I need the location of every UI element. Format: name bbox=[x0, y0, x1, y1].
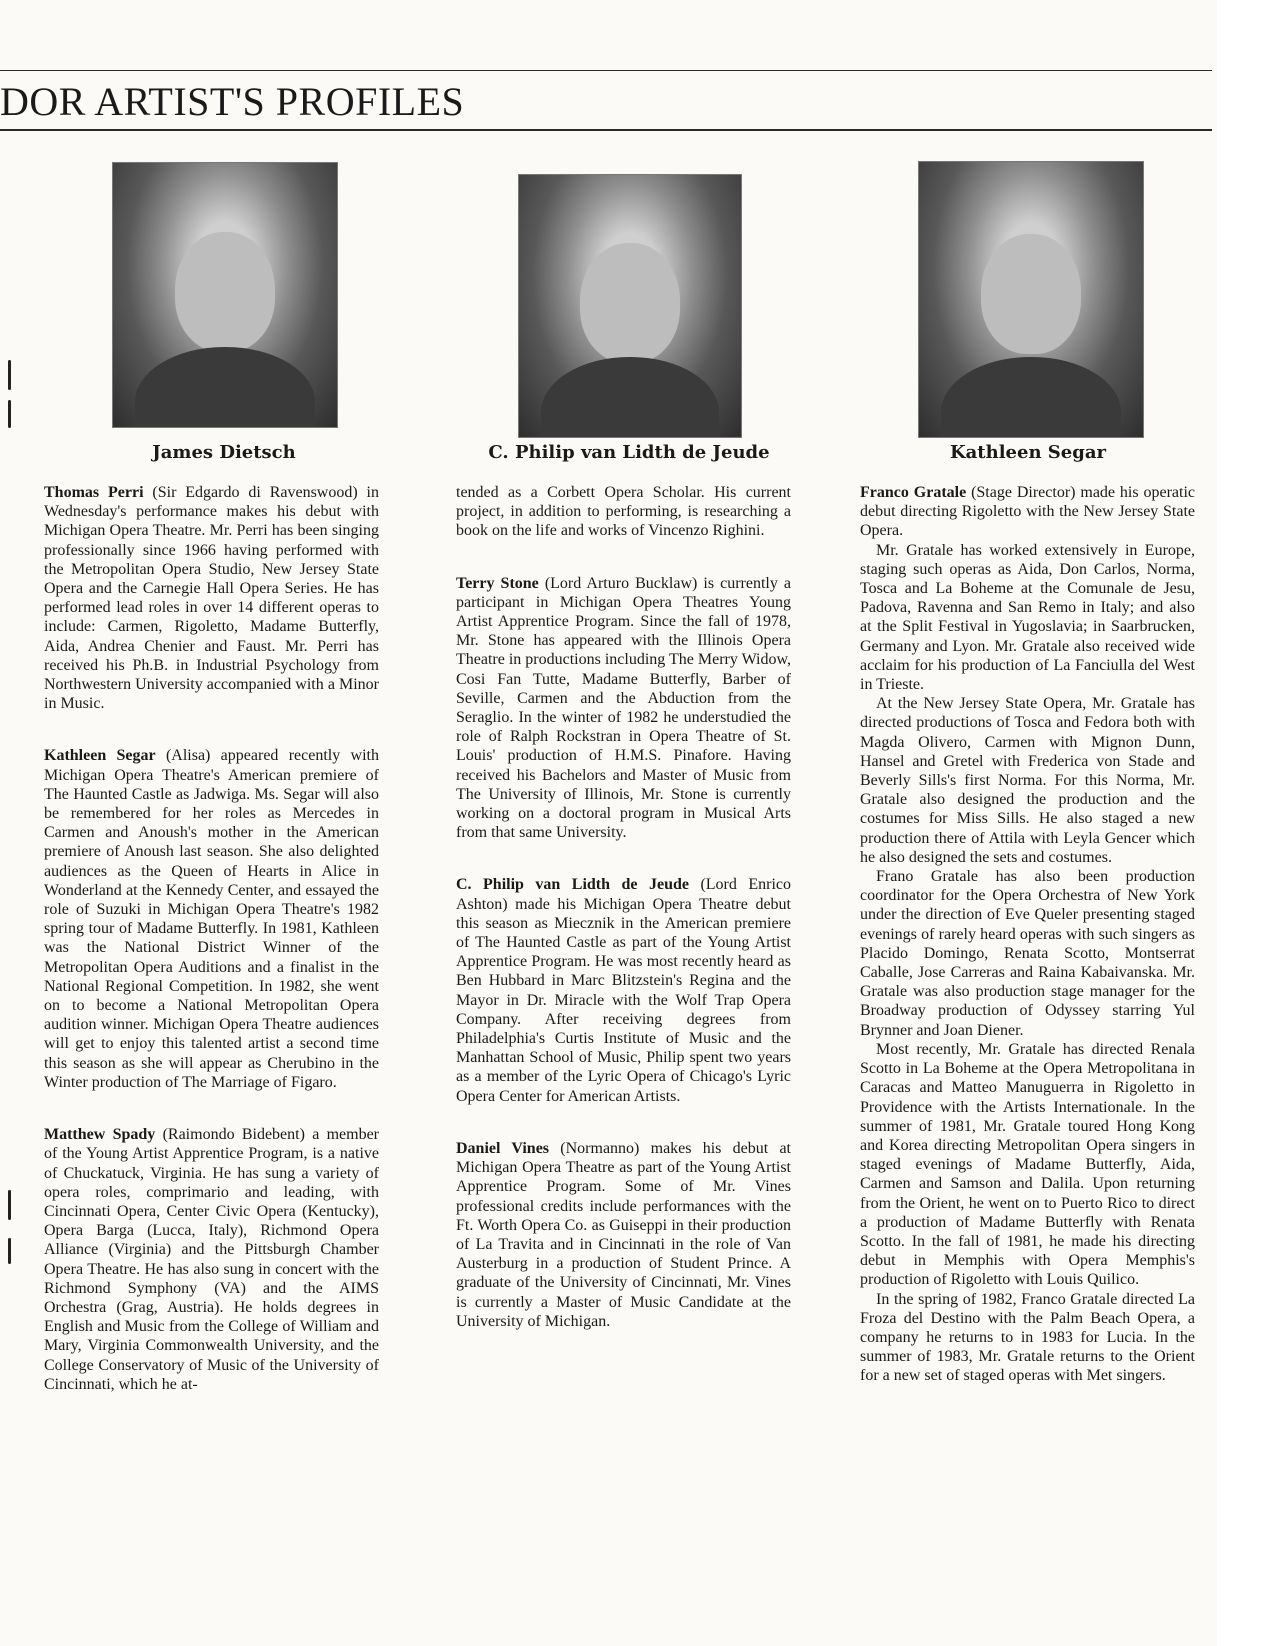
bio-paragraph: At the New Jersey State Opera, Mr. Gratale has directed productions of Tosca and Fedora both with Magda Olivero, Carmen with Mignon Dunn, Hansel and Gretel with Frederica von Stade and Beverly Sills's first Norma. For this Norma, Mr. Gratale also designed the production and the costumes for Miss Sills. He also staged a new production there of Attila with Leyla Gencer which he also designed the sets and costumes. bbox=[860, 695, 1195, 866]
portrait-photo-james-dietsch bbox=[112, 162, 338, 428]
bio-paragraph: Most recently, Mr. Gratale has directed Renala Scotto in La Boheme at the Opera Metropolitana in Caracas and Matteo Manuguerra in Rigoletto in Providence with the Artists Internationale. In the summer of 1981, Mr. Gratale toured Hong Kong and Korea directing Metropolitan Opera singers in staged evenings of Madame Butterfly, Aida, Carmen and Samson and Dalila. Upon returning from the Orient, he went on to Puerto Rico to direct a production of Madame Butterfly with Renata Scotto. In the fall of 1981, he made his directing debut in Memphis with Opera Memphis's production of Rigoletto with Louis Quilico. bbox=[860, 1040, 1195, 1289]
binding-mark bbox=[8, 360, 11, 390]
bio-paragraph: Terry Stone (Lord Arturo Bucklaw) is currently a participant in Michigan Opera Theatres Young Artist Apprentice Program. Since the fall of 1978, Mr. Stone has appeared with the Illinois Opera Theatre in productions including The Merry Widow, Cosi Fan Tutte, Madame Butterfly, Barber of Seville, Carmen and the Abduction from the Seraglio. In the winter of 1982 he understudied the role of Ralph Rockstran in Opera Theatre of St. Louis' production of H.M.S. Pinafore. Having received his Bachelors and Master of Music from The University of Illinois, Mr. Stone is currently working on a doctoral program in Musical Arts from that same University. bbox=[456, 574, 791, 842]
text-column-1 bbox=[44, 483, 379, 1427]
text-column-2 bbox=[456, 483, 791, 1364]
bio-paragraph: tended as a Corbett Opera Scholar. His current project, in addition to performing, is researching a book on the life and works of Vincenzo Righini. bbox=[456, 484, 791, 540]
bio-paragraph: Franco Gratale (Stage Director) made his operatic debut directing Rigoletto with the New Jersey State Opera. bbox=[860, 484, 1195, 540]
photo-caption: Kathleen Segar bbox=[950, 442, 1106, 463]
header-rule-bottom bbox=[0, 129, 1212, 131]
portrait-photo-philip-van-lidth bbox=[518, 174, 742, 438]
binding-mark bbox=[8, 1190, 11, 1220]
bio-paragraph: Mr. Gratale has worked extensively in Europe, staging such operas as Aida, Don Carlos, Norma, Tosca and La Boheme at the Comunale de Jesu, Padova, Ravenna and San Remo in Italy; and also at the Split Festival in Yugoslavia; in Saarbrucken, Germany and Lyon. Mr. Gratale also received wide acclaim for his production of La Fanciulla del West in Trieste. bbox=[860, 541, 1195, 694]
page-edge bbox=[1217, 0, 1267, 1646]
bio-paragraph: Kathleen Segar (Alisa) appeared recently with Michigan Opera Theatre's American premiere of The Haunted Castle as Jadwiga. Ms. Segar will also be remembered for her roles as Mercedes in Carmen and Anoush's mother in the American premiere of Anoush last season. She also delighted audiences as the Queen of Hearts in Alice in Wonderland at the Kennedy Center, and essayed the role of Suzuki in Michigan Opera Theatre's 1982 spring tour of Madame Butterfly. In 1981, Kathleen was the National District Winner of the Metropolitan Opera Auditions and a finalist in the National Regional Competition. In 1982, she went on to become a National Metropolitan Opera audition winner. Michigan Opera Theatre audiences will get to enjoy this talented artist a second time this season as she will appear as Cherubino in the Winter production of The Marriage of Figaro. bbox=[44, 747, 379, 1091]
bio-paragraph: Matthew Spady (Raimondo Bidebent) a member of the Young Artist Apprentice Program, is a native of Chuckatuck, Virginia. He has sung a variety of opera roles, comprimario and leading, with Cincinnati Opera, Center Civic Opera (Kentucky), Opera Barga (Lucca, Italy), Richmond Opera Alliance (Virginia) and the Pittsburgh Chamber Opera Theatre. He has also sung in concert with the Richmond Symphony (VA) and the AIMS Orchestra (Grag, Austria). He holds degrees in English and Music from the College of William and Mary, Virginia Commonwealth University, and the College Conservatory of Music of the University of Cincinnati, which he at- bbox=[44, 1126, 380, 1393]
photo-caption: James Dietsch bbox=[152, 442, 296, 463]
bio-paragraph: Frano Gratale has also been production coordinator for the Opera Orchestra of New York under the direction of Eve Queler presenting staged evenings of rarely heard operas with such singers as Placido Domingo, Renata Scotto, Montserrat Caballe, Jose Carreras and Raina Kabaivanska. Mr. Gratale was also production stage manager for the Broadway production of Odyssey starring Yul Brynner and Joan Diener. bbox=[860, 868, 1195, 1039]
text-column-3 bbox=[860, 483, 1195, 1386]
binding-mark bbox=[8, 1238, 11, 1264]
bio-paragraph: Thomas Perri (Sir Edgardo di Ravenswood) in Wednesday's performance makes his debut with Michigan Opera Theatre. Mr. Perri has been singing professionally since 1966 having performed with the Metropolitan Opera Studio, New Jersey State Opera and the Carnegie Hall Opera Series. He has performed lead roles in over 14 different operas to include: Carmen, Rigoletto, Madame Butterfly, Aida, Andrea Chenier and Faust. Mr. Perri has received his Ph.B. in Industrial Psychology from Northwestern University accompanied with a Minor in Music. bbox=[44, 484, 379, 713]
binding-mark bbox=[8, 400, 11, 428]
page-title: DOR ARTIST'S PROFILES bbox=[0, 79, 465, 124]
bio-paragraph: Daniel Vines (Normanno) makes his debut at Michigan Opera Theatre as part of the Young Artist Apprentice Program. Some of Mr. Vines professional credits include performances with the Ft. Worth Opera Co. as Guiseppi in their production of La Travita and in Cincinnati in the role of Van Austerburg in a production of Student Prince. A graduate of the University of Cincinnati, Mr. Vines is currently a Master of Music Candidate at the University of Michigan. bbox=[456, 1139, 791, 1330]
bio-paragraph: C. Philip van Lidth de Jeude (Lord Enrico Ashton) made his Michigan Opera Theatre debut this season as Miecznik in the American premiere of The Haunted Castle as part of the Young Artist Apprentice Program. He was most recently heard as Ben Hubbard in Marc Blitzstein's Regina and the Mayor in Dr. Miracle with the Wolf Trap Opera Company. After receiving degrees from Philadelphia's Curtis Institute of Music and the Manhattan School of Music, Philip spent two years as a member of the Lyric Opera of Chicago's Lyric Opera Center for American Artists. bbox=[456, 876, 791, 1105]
header-rule-top bbox=[0, 70, 1212, 71]
portrait-photo-kathleen-segar bbox=[918, 161, 1144, 438]
bio-paragraph: In the spring of 1982, Franco Gratale directed La Froza del Destino with the Palm Beach Opera, a company he returns to in 1983 for Lucia. In the summer of 1983, Mr. Gratale returns to the Orient for a new set of staged operas with Met singers. bbox=[860, 1290, 1195, 1385]
photo-caption: C. Philip van Lidth de Jeude bbox=[488, 442, 770, 463]
